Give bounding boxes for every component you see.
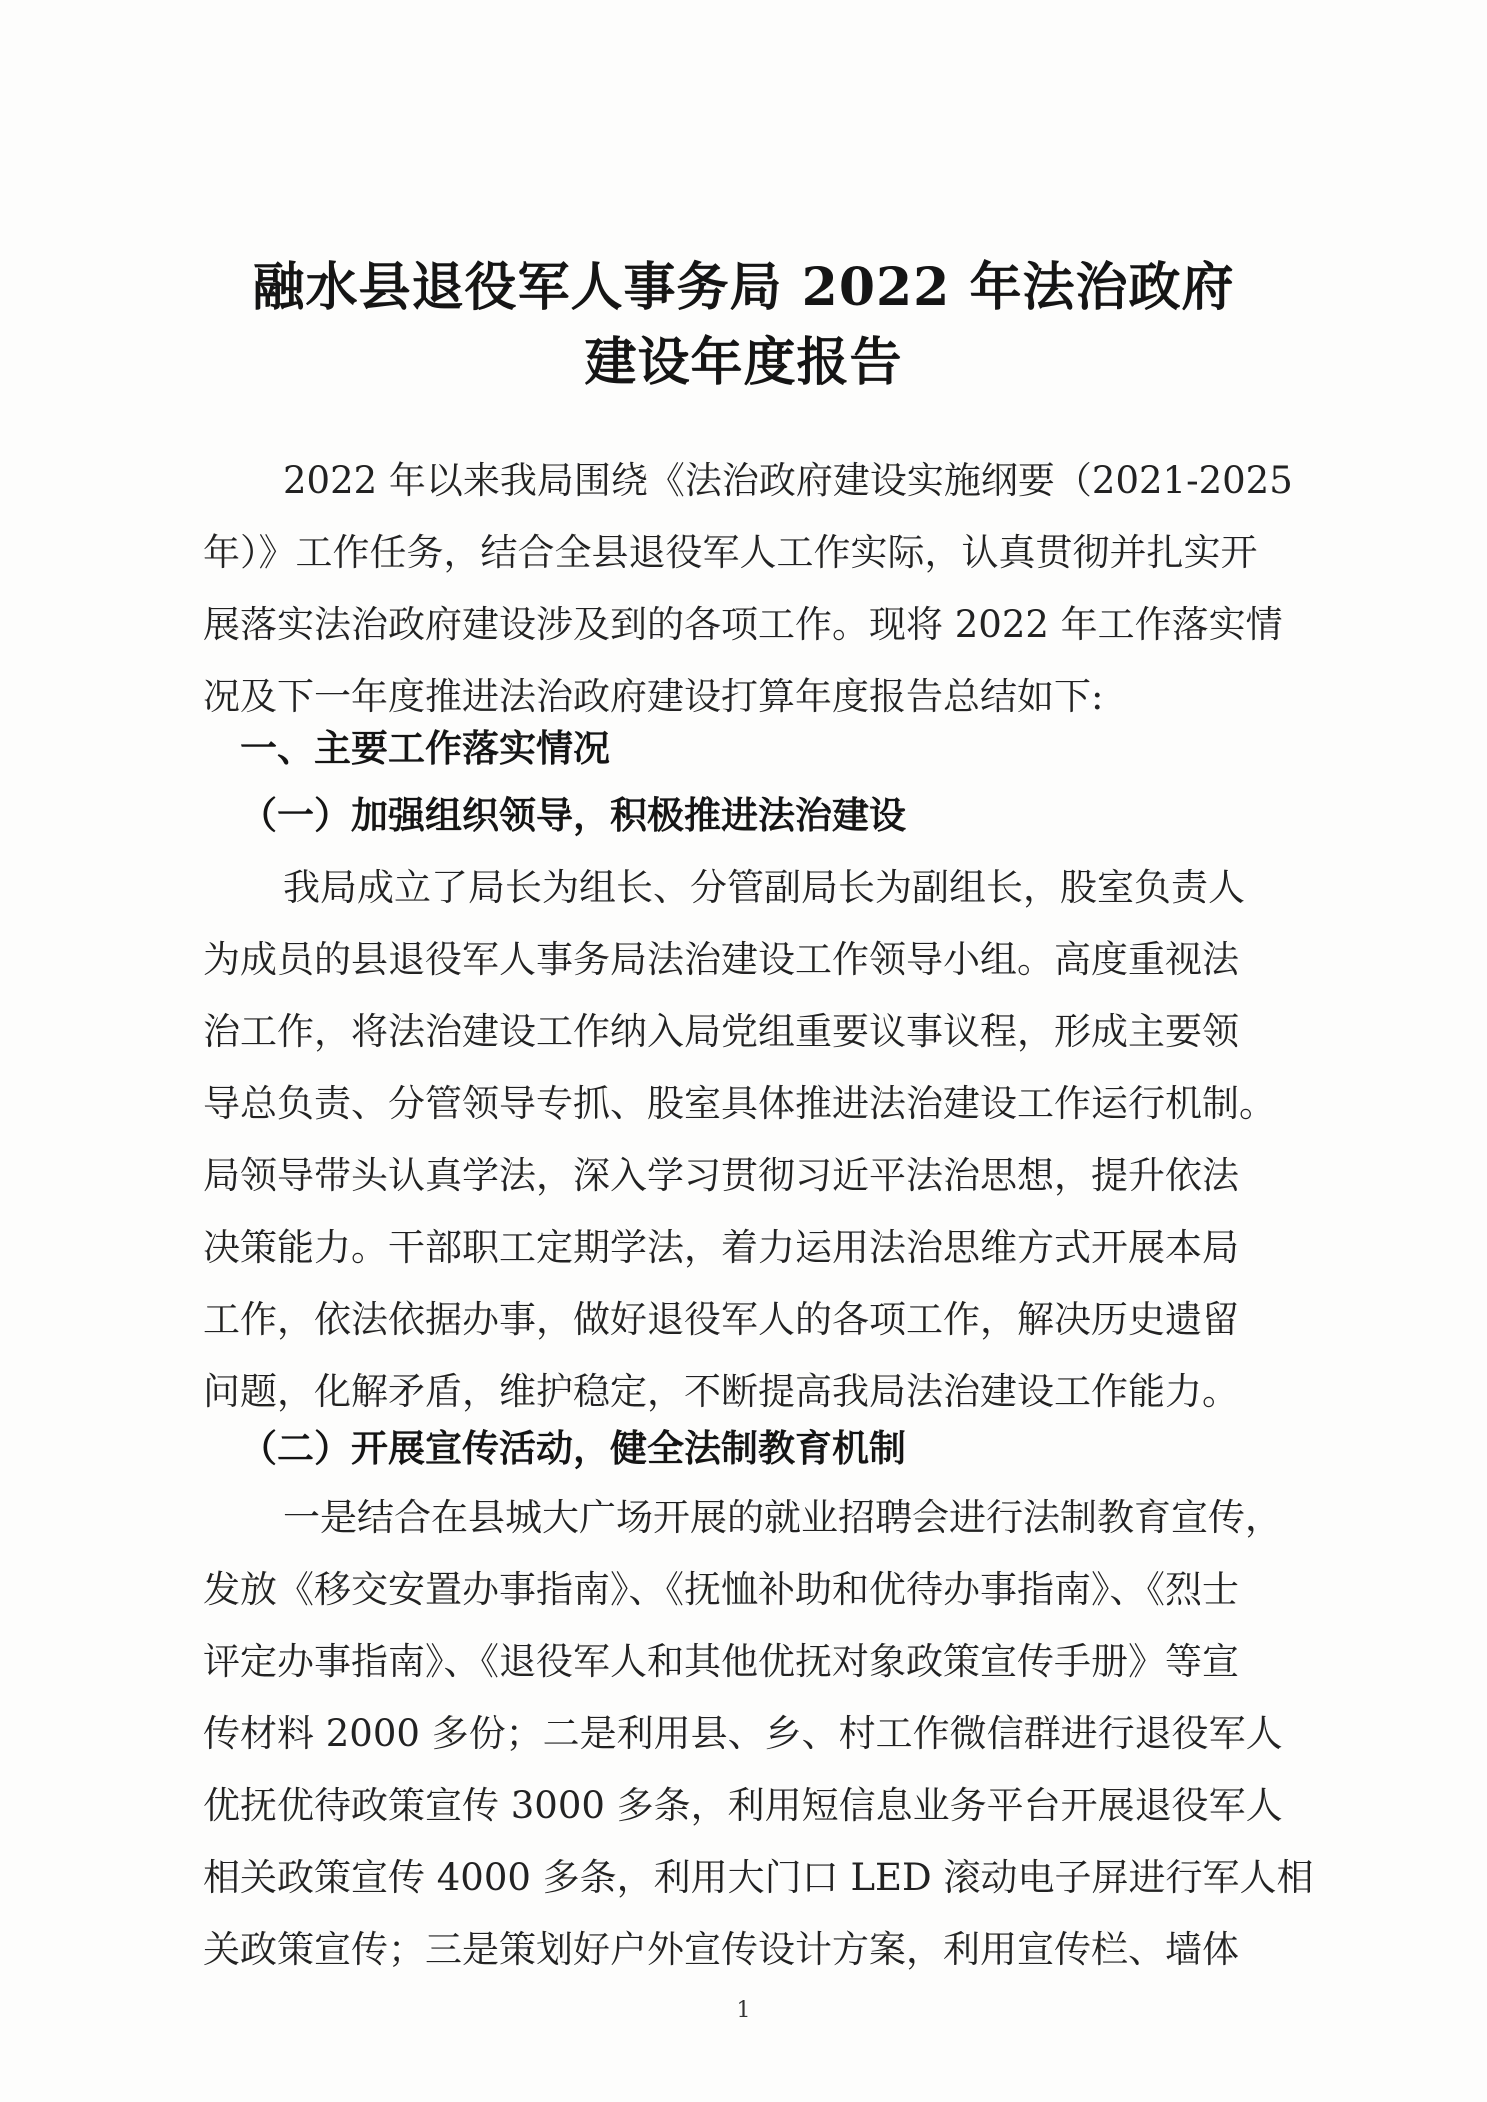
document-title-line-2: 建设年度报告 [584, 332, 903, 393]
document-page: 融水县退役军人事务局 2022 年法治政府 建设年度报告 2022 年以来我局围绕《法治政府建设实施纲要（2021-2025 年）》工作任务，结合全县退役军人工作实际，认真贯彻并扎实开 展落实法治政府建设涉及到的各项工作。现将 2022 年工作落实情 况及下一年度推进法治政府建设打算年度报告总结如下: 一、主要工作落实情况 （一）加强组织领导，积极推进法治建设 我局成立了局长为组长、分管副局长为副组长，股室负责人 为成员的县退役军人事务局法治建设工作领导小组。高度重视法 治工作，将法治建设工作纳入局党组重要议事议程，形成主要领 导总负责、分管领导专抓、股室具体推进法治建设工作运行机制。 局领导带头认真学法，深入学习贯彻习近平法治思想，提升依法 决策能力。干部职工定期学法，着力运用法治思维方式开展本局 工作，依法依据办事，做好退役军人的各项工作，解决历史遗留 问题，化解矛盾，维护稳定，不断提高我局法治建设工作能力。 （二）开展宣传活动，健全法制教育机制 一是结合在县城大广场开展的就业招聘会进行法制教育宣传， 发放《移交安置办事指南》、《抚恤补助和优待办事指南》、《烈士 评定办事指南》、《退役军人和其他优抚对象政策宣传手册》等宣 传材料 2000 多份；二是利用县、乡、村工作微信群进行退役军人 优抚优待政策宣传 3000 多条，利用短信息业务平台开展退役军人 相关政策宣传 4000 多条，利用大门口 LED 滚动电子屏进行军人相 关政策宣传；三是策划好户外宣传设计方案，利用宣传栏、墙体 1 [0, 0, 1487, 2102]
page-number: 1 [736, 1998, 751, 2023]
document-title-line-1: 融水县退役军人事务局 2022 年法治政府 [252, 257, 1235, 318]
